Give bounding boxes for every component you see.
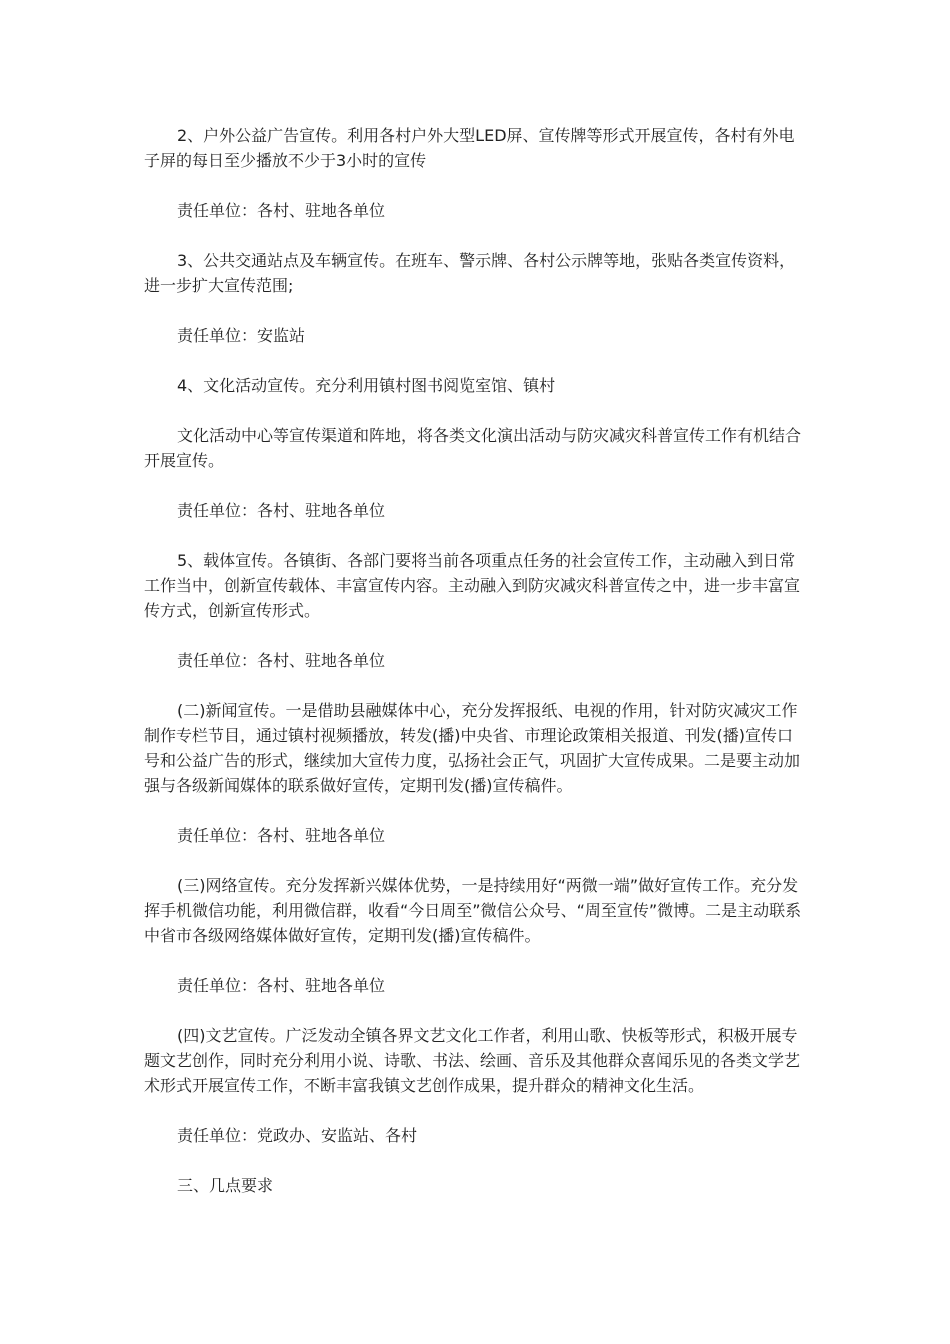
paragraph-responsible-unit: 责任单位：各村、驻地各单位 [177,201,386,220]
paragraph-network-publicity: (三)网络宣传。充分发挥新兴媒体优势，一是持续用好“两微一端”做好宣传工作。充分发挥手机微信功能，利用微信群，收看“今日周至”微信公众号、“周至宣传”微博。二是主动联系中省市各级网络媒体做好宣传，定期刊发(播)宣传稿件。 [144,876,802,945]
paragraph-news-publicity: (二)新闻宣传。一是借助县融媒体中心，充分发挥报纸、电视的作用，针对防灾减灾工作制作专栏节目，通过镇村视频播放，转发(播)中央省、市理论政策相关报道、刊发(播)宣传口号和公益广告的形式，继续加大宣传力度，弘扬社会正气，巩固扩大宣传成果。二是要主动加强与各级新闻媒体的联系做好宣传，定期刊发(播)宣传稿件。 [144,701,801,795]
paragraph-responsible-unit: 责任单位：各村、驻地各单位 [177,976,386,995]
paragraph-responsible-unit: 责任单位：各村、驻地各单位 [177,501,386,520]
paragraph-responsible-unit: 责任单位：党政办、安监站、各村 [177,1126,418,1145]
document-body [144,123,808,1223]
section-heading-requirements: 三、几点要求 [177,1176,274,1195]
paragraph-outdoor-ads: 2、户外公益广告宣传。利用各村户外大型LED屏、宣传牌等形式开展宣传，各村有外电子屏的每日至少播放不少于3小时的宣传 [144,126,795,170]
paragraph-responsible-unit: 责任单位：各村、驻地各单位 [177,651,386,670]
paragraph-cultural-centers: 文化活动中心等宣传渠道和阵地，将各类文化演出活动与防灾减灾科普宣传工作有机结合开展宣传。 [144,426,802,470]
paragraph-arts-publicity: (四)文艺宣传。广泛发动全镇各界文艺文化工作者，利用山歌、快板等形式，积极开展专题文艺创作，同时充分利用小说、诗歌、书法、绘画、音乐及其他群众喜闻乐见的各类文学艺术形式开展宣传工作，不断丰富我镇文艺创作成果，提升群众的精神文化生活。 [144,1026,801,1095]
paragraph-responsible-unit: 责任单位：各村、驻地各单位 [177,826,386,845]
paragraph-carrier-publicity: 5、载体宣传。各镇街、各部门要将当前各项重点任务的社会宣传工作，主动融入到日常工作当中，创新宣传载体、丰富宣传内容。主动融入到防灾减灾科普宣传之中，进一步丰富宣传方式，创新宣传形式。 [144,551,801,620]
paragraph-responsible-unit: 责任单位：安监站 [177,326,306,345]
paragraph-transport-stations: 3、公共交通站点及车辆宣传。在班车、警示牌、各村公示牌等地，张贴各类宣传资料，进一步扩大宣传范围; [144,251,796,295]
paragraph-cultural-activities: 4、文化活动宣传。充分利用镇村图书阅览室馆、镇村 [177,376,556,395]
